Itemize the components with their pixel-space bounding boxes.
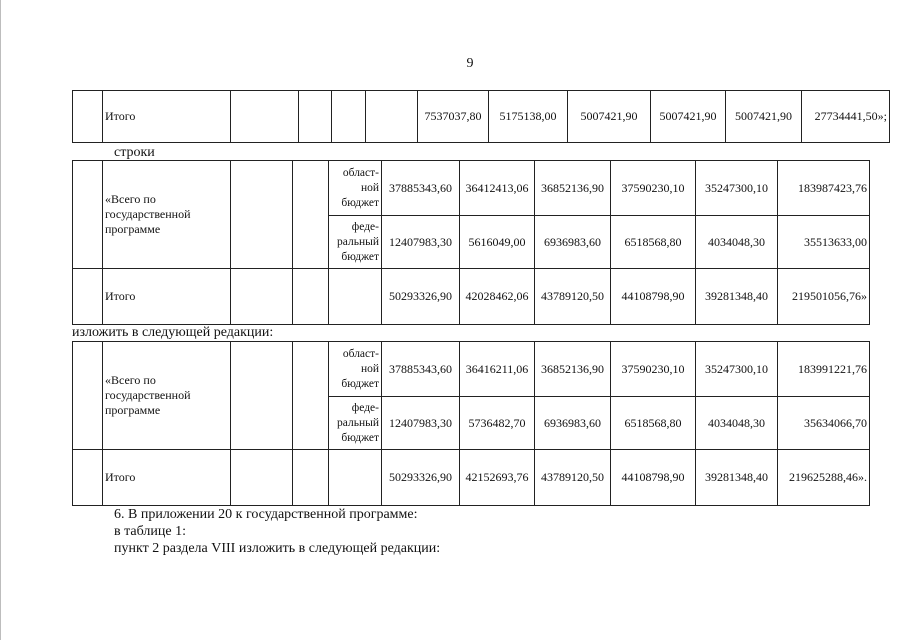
table-cell [73, 269, 103, 325]
value-cell: 6518568,80 [611, 216, 696, 269]
text-lines: строки [114, 145, 155, 160]
table-cell [329, 450, 382, 506]
value-cell: 36416211,06 [460, 342, 535, 397]
value-cell: 5736482,70 [460, 397, 535, 450]
value-cell: 35247300,10 [696, 342, 778, 397]
value-cell: 5007421,90 [726, 91, 802, 143]
row-label: Итого [103, 91, 231, 143]
value-cell: 5007421,90 [568, 91, 651, 143]
value-cell: 50293326,90 [382, 450, 460, 506]
value-cell: 42028462,06 [460, 269, 535, 325]
table-cell [329, 269, 382, 325]
table-row [73, 450, 870, 506]
budget-source: феде-ральный бюджет [329, 216, 382, 269]
table-cell [332, 91, 366, 143]
paragraph-table: в таблице 1: [114, 524, 186, 539]
value-cell: 5616049,00 [460, 216, 535, 269]
budget-source: област-ной бюджет [329, 342, 382, 397]
paragraph-section: пункт 2 раздела VIII изложить в следующей редакции: [114, 541, 441, 556]
value-cell: 50293326,90 [382, 269, 460, 325]
table-lines-old [72, 160, 870, 325]
value-cell: 39281348,40 [696, 450, 778, 506]
value-cell: 37885343,60 [382, 161, 460, 216]
text-edit-instruction: изложить в следующей редакции: [72, 325, 274, 340]
value-cell: 36412413,06 [460, 161, 535, 216]
value-cell: 6936983,60 [535, 216, 611, 269]
value-cell: 12407983,30 [382, 216, 460, 269]
table-cell [231, 269, 293, 325]
table-previous-total [72, 90, 890, 143]
table-cell [73, 161, 103, 269]
value-cell: 42152693,76 [460, 450, 535, 506]
table-cell [231, 450, 293, 506]
page-number: 9 [466, 56, 474, 71]
value-cell: 6936983,60 [535, 397, 611, 450]
value-cell: 43789120,50 [535, 269, 611, 325]
table-cell [293, 161, 329, 269]
table-cell [73, 91, 103, 143]
table-cell [366, 91, 418, 143]
table-lines-new [72, 341, 870, 506]
table-cell [293, 269, 329, 325]
table-row [73, 91, 890, 143]
value-cell: 5175138,00 [489, 91, 568, 143]
value-cell: 183991221,76 [778, 342, 870, 397]
table-cell [299, 91, 332, 143]
table-row [73, 342, 870, 397]
value-cell: 6518568,80 [611, 397, 696, 450]
table-row [73, 269, 870, 325]
table-cell [231, 91, 299, 143]
value-cell: 219501056,76» [778, 269, 870, 325]
value-cell: 36852136,90 [535, 161, 611, 216]
group-label: «Всего по государственной программе [103, 161, 231, 269]
value-cell: 36852136,90 [535, 342, 611, 397]
value-cell: 39281348,40 [696, 269, 778, 325]
value-cell: 183987423,76 [778, 161, 870, 216]
value-cell: 44108798,90 [611, 269, 696, 325]
value-cell: 4034048,30 [696, 397, 778, 450]
value-cell: 27734441,50»; [802, 91, 890, 143]
value-cell: 7537037,80 [418, 91, 489, 143]
value-cell: 37885343,60 [382, 342, 460, 397]
table-cell [231, 342, 293, 450]
value-cell: 43789120,50 [535, 450, 611, 506]
table-cell [293, 342, 329, 450]
table-cell [231, 161, 293, 269]
value-cell: 37590230,10 [611, 161, 696, 216]
value-cell: 12407983,30 [382, 397, 460, 450]
value-cell: 44108798,90 [611, 450, 696, 506]
value-cell: 4034048,30 [696, 216, 778, 269]
value-cell: 35513633,00 [778, 216, 870, 269]
value-cell: 5007421,90 [651, 91, 726, 143]
scan-edge [0, 0, 1, 640]
table-row [73, 161, 870, 216]
row-label: Итого [103, 269, 231, 325]
table-cell [293, 450, 329, 506]
row-label: Итого [103, 450, 231, 506]
table-cell [73, 342, 103, 450]
table-cell [73, 450, 103, 506]
value-cell: 37590230,10 [611, 342, 696, 397]
paragraph-appendix: 6. В приложении 20 к государственной программе: [114, 507, 418, 522]
value-cell: 35634066,70 [778, 397, 870, 450]
budget-source: феде-ральный бюджет [329, 397, 382, 450]
value-cell: 219625288,46». [778, 450, 870, 506]
value-cell: 35247300,10 [696, 161, 778, 216]
group-label: «Всего по государственной программе [103, 342, 231, 450]
budget-source: област-ной бюджет [329, 161, 382, 216]
